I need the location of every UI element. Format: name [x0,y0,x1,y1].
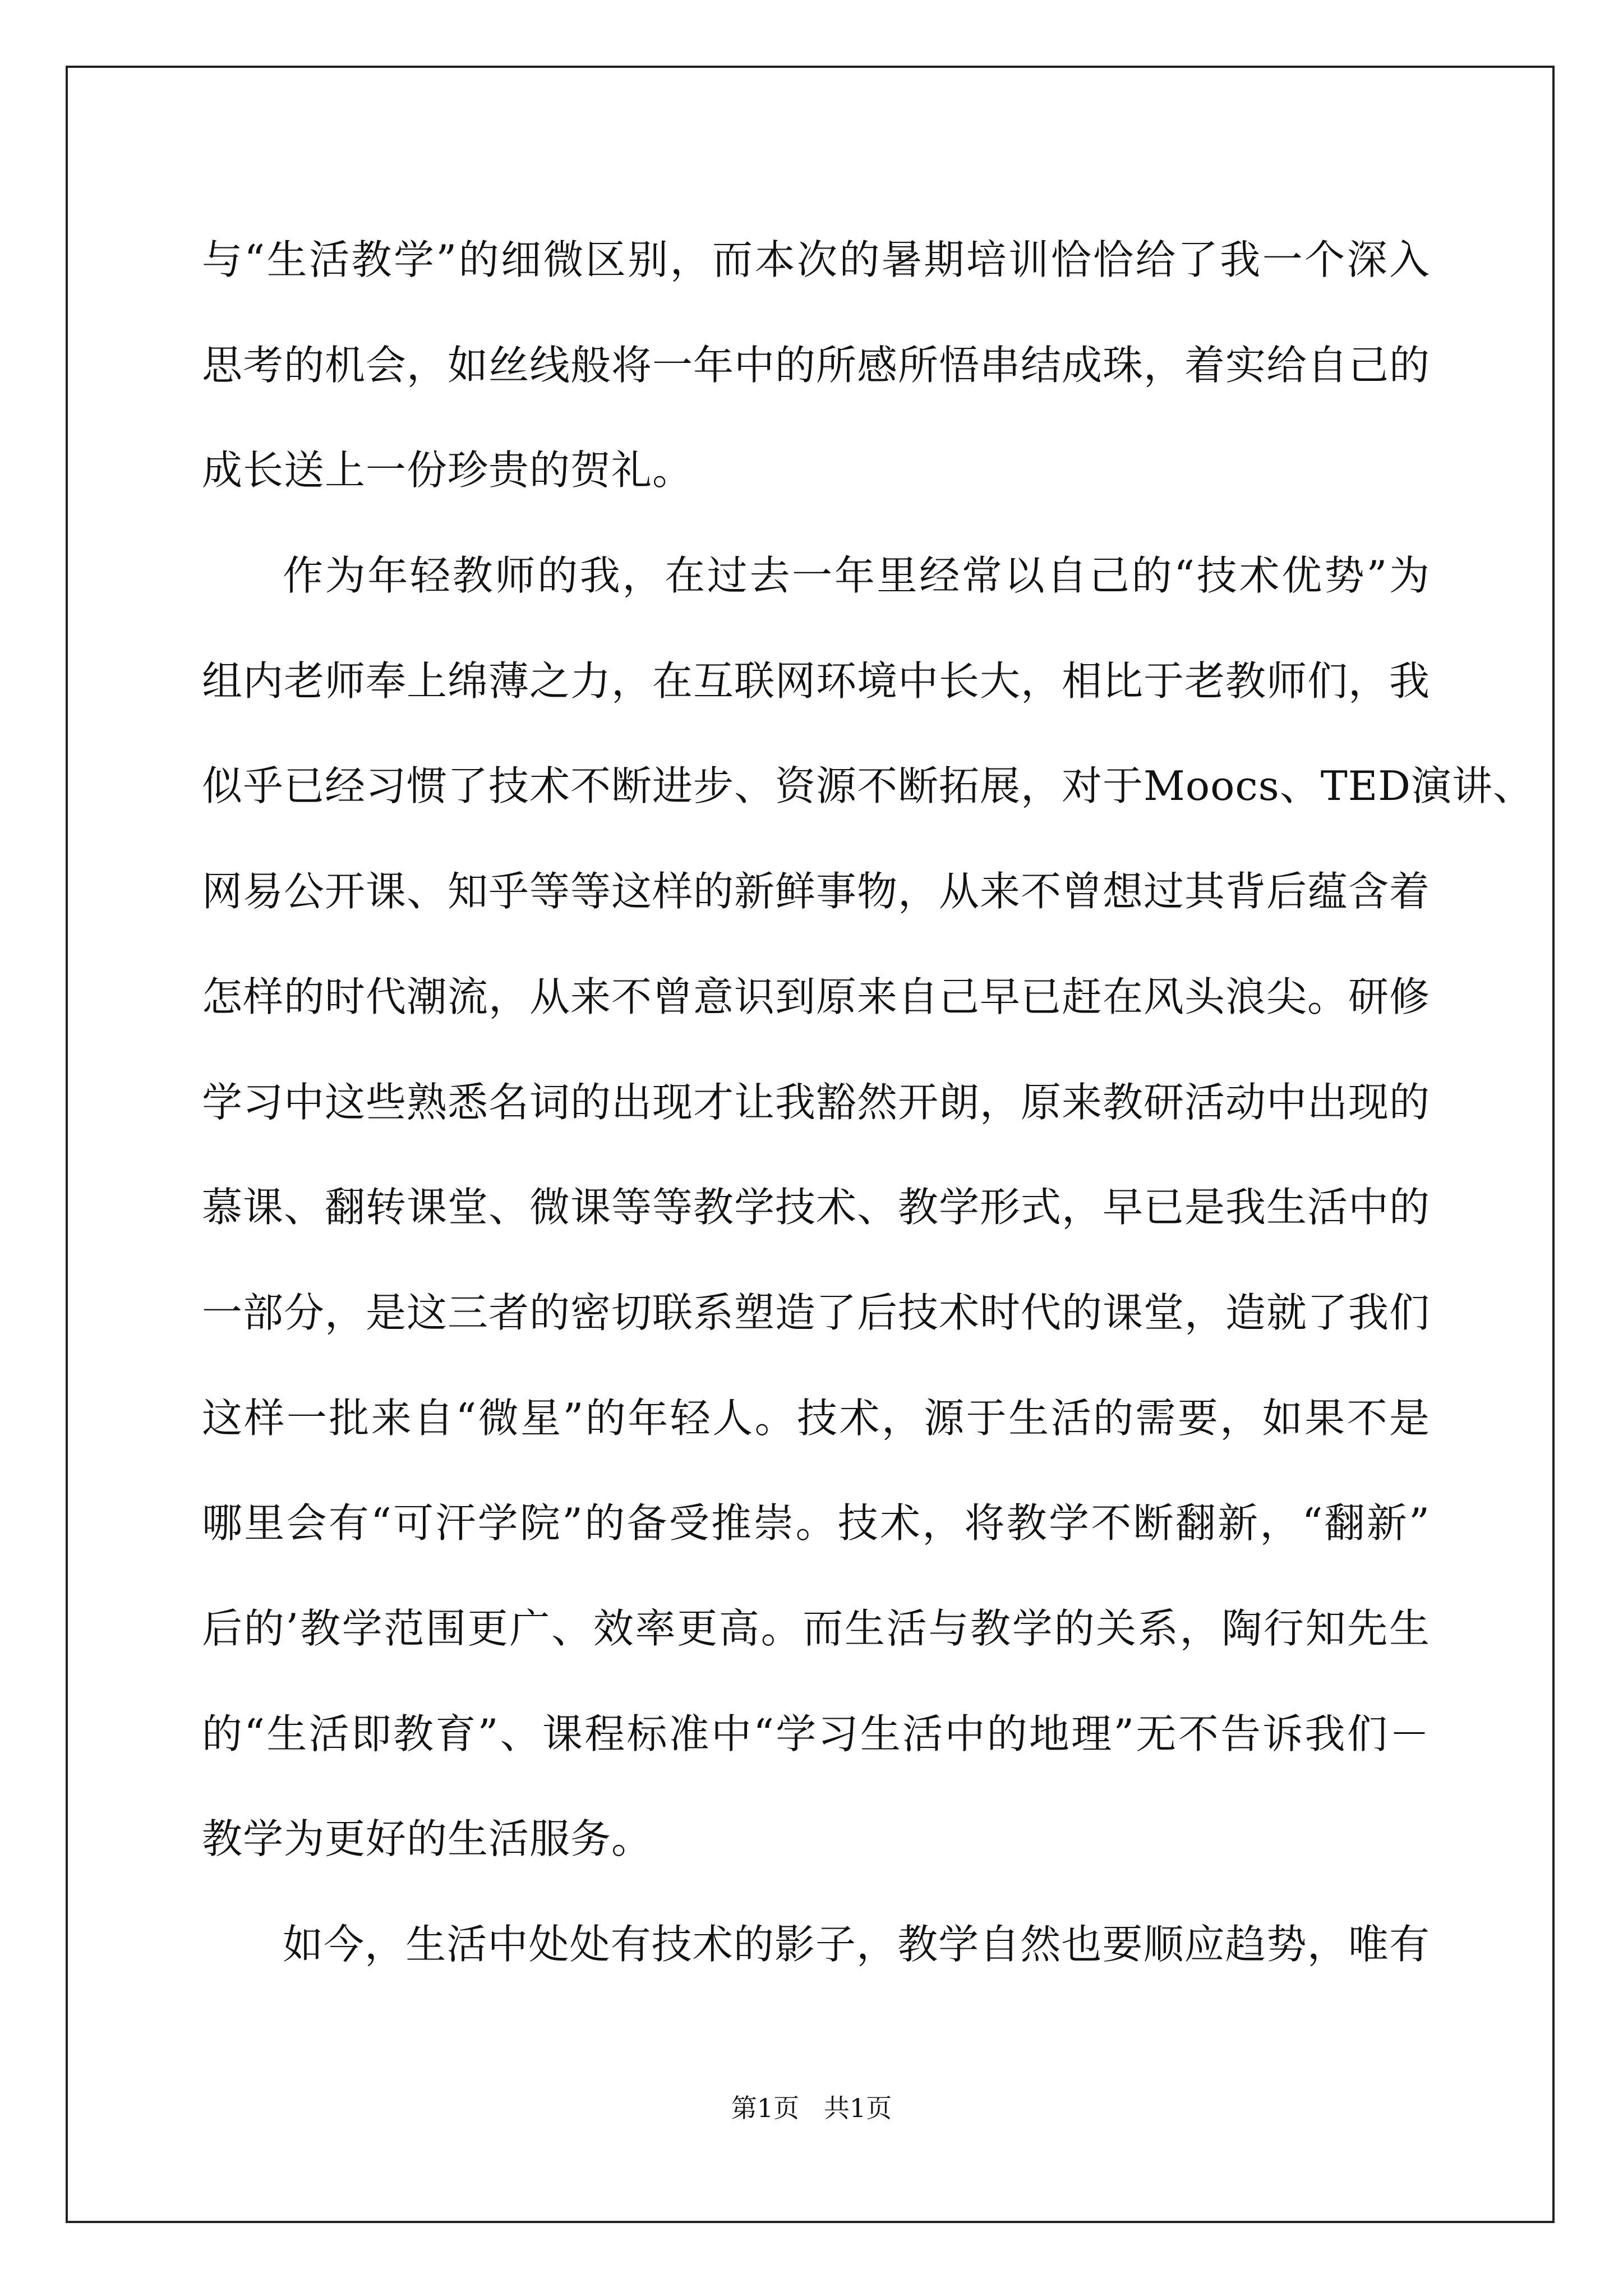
text-line: 哪里会有“可汗学院”的备受推崇。技术，将教学不断翻新，“翻新” [202,1499,1430,1547]
text-line: 后的’教学范围更广、效率更高。而生活与教学的关系，陶行知先生 [202,1604,1430,1652]
text-line: 怎样的时代潮流，从来不曾意识到原来自己早已赶在风头浪尖。研修 [202,973,1431,1020]
text-line: 网易公开课、知乎等等这样的新鲜事物，从来不曾想过其背后蕴含着 [202,868,1431,915]
document-body [202,208,1534,1998]
text-line: 似乎已经习惯了技术不断进步、资源不断拓展，对于Moocs、TED演讲、 [202,762,1534,810]
text-line: 这样一批来自“微星”的年轻人。技术，源于生活的需要，如果不是 [202,1394,1430,1442]
text-line: 慕课、翻转课堂、微课等等教学技术、教学形式，早已是我生活中的 [202,1184,1431,1231]
text-line: 一部分，是这三者的密切联系塑造了后技术时代的课堂，造就了我们 [202,1289,1431,1336]
paragraph-first-line: 如今，生活中处处有技术的影子，教学自然也要顺应趋势，唯有 [283,1921,1430,1968]
text-line: 的“生活即教育”、课程标准中“学习生活中的地理”无不告诉我们－ [202,1710,1430,1757]
text-line: 教学为更好的生活服务。 [202,1815,653,1863]
text-line: 思考的机会，如丝线般将一年中的所感所悟串结成珠，着实给自己的 [202,341,1431,389]
paragraph-first-line: 作为年轻教师的我，在过去一年里经常以自己的“技术优势”为 [283,552,1430,600]
text-line: 组内老师奉上绵薄之力，在互联网环境中长大，相比于老教师们，我 [202,657,1431,705]
text-line: 成长送上一份珍贵的贺礼。 [202,447,694,494]
text-line: 学习中这些熟悉名词的出现才让我豁然开朗，原来教研活动中出现的 [202,1078,1431,1126]
page-number-footer: 第1页 共1页 [731,2093,892,2123]
text-line: 与“生活教学”的细微区别，而本次的暑期培训恰恰给了我一个深入 [202,236,1430,283]
